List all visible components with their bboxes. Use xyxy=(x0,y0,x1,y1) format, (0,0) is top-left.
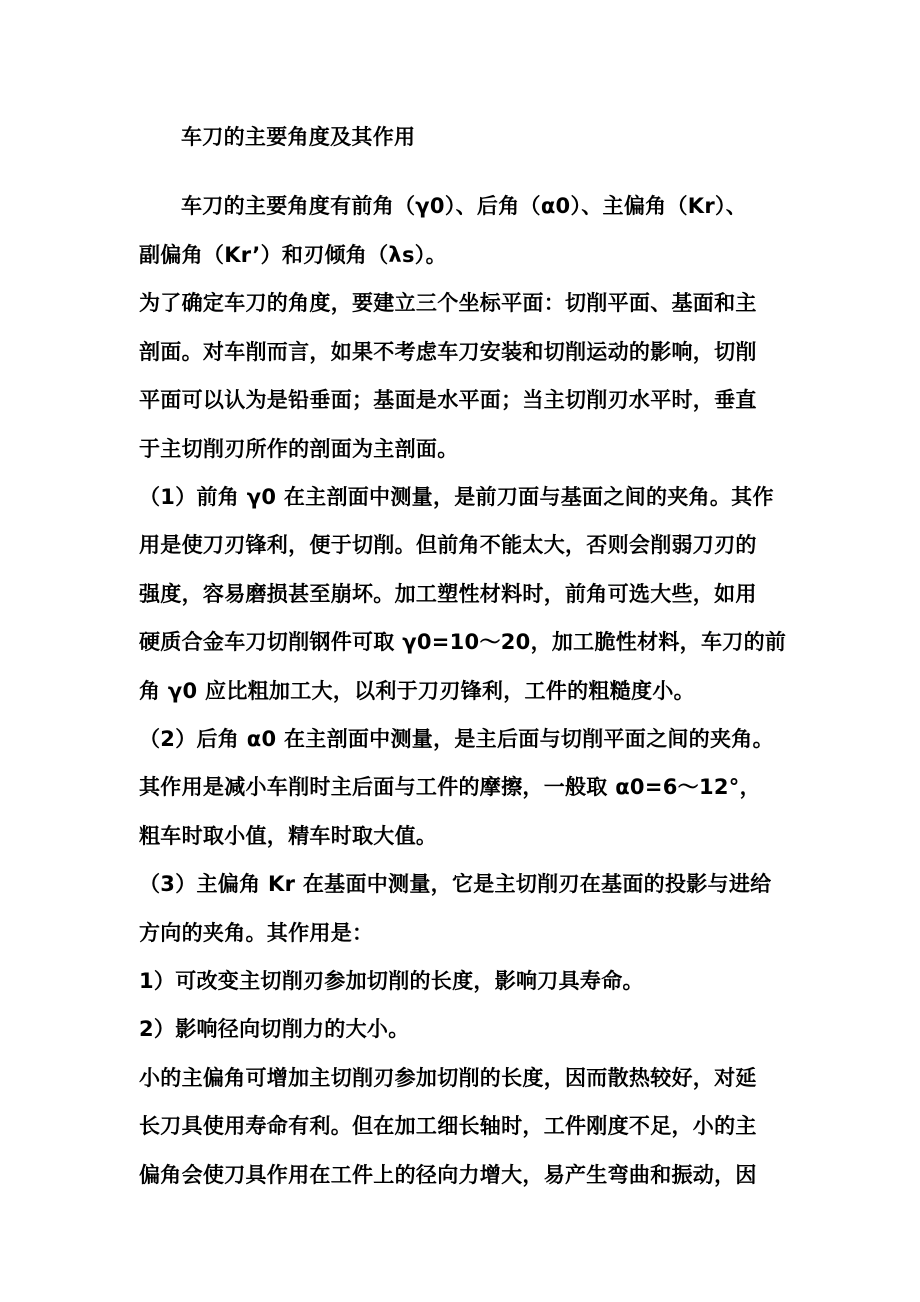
paragraph-line: 2）影响径向切削力的大小。 xyxy=(139,1017,410,1041)
paragraph-line: 剖面。对车削而言，如果不考虑车刀安装和切削运动的影响，切削 xyxy=(139,340,757,364)
paragraph-line: 粗车时取小值，精车时取大值。 xyxy=(139,824,438,848)
paragraph-line: 偏角会使刀具作用在工件上的径向力增大，易产生弯曲和振动，因 xyxy=(139,1163,757,1187)
paragraph-line: （3）主偏角 Kr 在基面中测量，它是主切削刃在基面的投影与进给 xyxy=(139,872,772,896)
paragraph-line: 长刀具使用寿命有利。但在加工细长轴时，工件刚度不足，小的主 xyxy=(139,1114,757,1138)
paragraph-line: 角 γ0 应比粗加工大，以利于刀刃锋利，工件的粗糙度小。 xyxy=(139,679,695,703)
document-title: 车刀的主要角度及其作用 xyxy=(181,125,416,149)
paragraph-line: （1）前角 γ0 在主剖面中测量，是前刀面与基面之间的夹角。其作 xyxy=(139,485,774,509)
paragraph-line: 方向的夹角。其作用是： xyxy=(139,921,374,945)
paragraph-line: 强度，容易磨损甚至崩坏。加工塑性材料时，前角可选大些，如用 xyxy=(139,582,757,606)
paragraph-line: 车刀的主要角度有前角（γ0）、后角（α0）、主偏角（Kr）、 xyxy=(181,194,748,218)
paragraph-line: 平面可以认为是铅垂面；基面是水平面；当主切削刃水平时，垂直 xyxy=(139,388,757,412)
paragraph-line: 1）可改变主切削刃参加切削的长度，影响刀具寿命。 xyxy=(139,969,644,993)
paragraph-line: 为了确定车刀的角度，要建立三个坐标平面：切削平面、基面和主 xyxy=(139,291,757,315)
paragraph-line: 其作用是减小车削时主后面与工件的摩擦，一般取 α0=6～12°， xyxy=(139,775,761,799)
paragraph-line: 于主切削刃所作的剖面为主剖面。 xyxy=(139,437,459,461)
paragraph-line: 小的主偏角可增加主切削刃参加切削的长度，因而散热较好，对延 xyxy=(139,1066,757,1090)
paragraph-line: （2）后角 α0 在主剖面中测量，是主后面与切削平面之间的夹角。 xyxy=(139,727,774,751)
paragraph-line: 用是使刀刃锋利，便于切削。但前角不能太大，否则会削弱刀刃的 xyxy=(139,533,757,557)
paragraph-line: 硬质合金车刀切削钢件可取 γ0=10～20，加工脆性材料，车刀的前 xyxy=(139,630,787,654)
paragraph-line: 副偏角（Kr’）和刃倾角（λs）。 xyxy=(139,243,447,267)
